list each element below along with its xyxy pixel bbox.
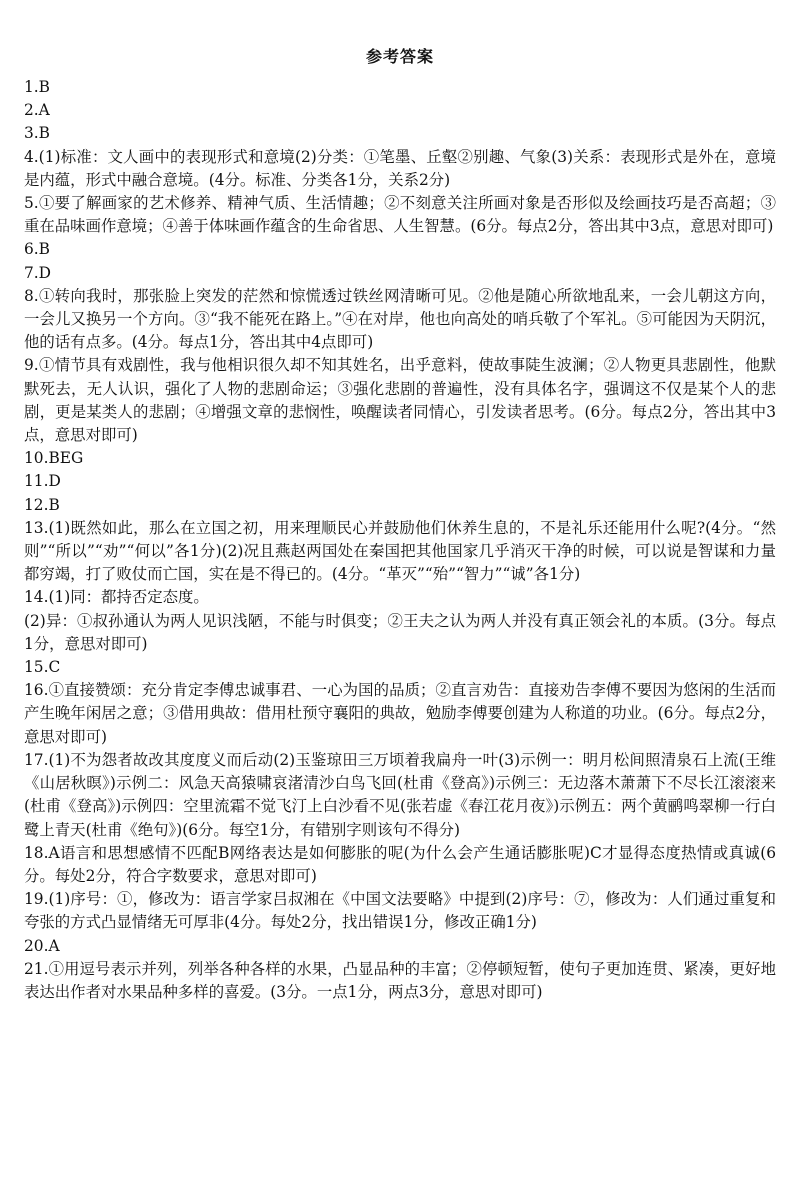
answer-item-15: 15.C [24, 658, 61, 677]
answer-item-18: 18.A语言和思想感情不匹配B网络表达是如何膨胀的呢(为什么会产生通话膨胀呢)C才显得态度热情或真诚(6分。每处2分，符合字数要求，意思对即可) [24, 843, 776, 885]
answer-item-9: 9.①情节具有戏剧性，我与他相识很久却不知其姓名，出乎意料，使故事陡生波澜；②人物更具悲剧性，他默默死去，无人认识，强化了人物的悲剧命运；③强化悲剧的普遍性，没有具体名字，强调这不仅是某个人的悲剧，更是某类人的悲剧；④增强文章的悲悯性，唤醒读者同情心，引发读者思考。(6分。每点2分，答出其中3点，意思对即可) [24, 356, 776, 445]
answer-item-3: 3.B [24, 124, 50, 143]
answer-item-11: 11.D [24, 472, 61, 491]
answer-item-21: 21.①用逗号表示并列，列举各种各样的水果，凸显品种的丰富；②停顿短暂，使句子更加连贯、紧凑，更好地表达出作者对水果品种多样的喜爱。(3分。一点1分，两点3分，意思对即可) [24, 959, 776, 1001]
answer-item-14-part1: 14.(1)同：都持否定态度。 [24, 588, 209, 607]
answer-item-2: 2.A [24, 101, 50, 120]
answer-list [24, 76, 776, 1004]
answer-item-19: 19.(1)序号：①，修改为：语言学家吕叔湘在《中国文法要略》中提到(2)序号：⑦，修改为：人们通过重复和夸张的方式凸显情绪无可厚非(4分。每处2分，找出错误1分，修改正确1分) [24, 890, 776, 932]
answer-item-10: 10.BEG [24, 449, 84, 468]
answer-item-6: 6.B [24, 240, 50, 259]
page-title: 参考答案 [365, 47, 434, 66]
answer-item-7: 7.D [24, 263, 52, 282]
answer-item-12: 12.B [24, 495, 60, 514]
answer-item-16: 16.①直接赞颂：充分肯定李傅忠诚事君、一心为国的品质；②直言劝告：直接劝告李傅不要因为悠闲的生活而产生晚年闲居之意；③借用典故：借用杜预守襄阳的典故，勉励李傅要创建为人称道的功业。(6分。每点2分，意思对即可) [24, 681, 776, 746]
answer-item-8: 8.①转向我时，那张脸上突发的茫然和惊慌透过铁丝网清晰可见。②他是随心所欲地乱来，一会儿朝这方向，一会儿又换另一个方向。③“我不能死在路上。”④在对岸，他也向高处的哨兵敬了个军礼。⑤可能因为天阴沉，他的话有点多。(4分。每点1分，答出其中4点即可) [24, 286, 776, 352]
answer-item-20: 20.A [24, 936, 60, 955]
answer-item-14-part2: (2)异：①叔孙通认为两人见识浅陋，不能与时俱变；②王夫之认为两人并没有真正领会礼的本质。(3分。每点1分，意思对即可) [24, 611, 776, 653]
answer-item-1: 1.B [24, 78, 50, 96]
answer-item-5: 5.①要了解画家的艺术修养、精神气质、生活情趣；②不刻意关注所画对象是否形似及绘画技巧是否高超；③重在品味画作意境；④善于体味画作蕴含的生命省思、人生智慧。(6分。每点2分，答出其中3点，意思对即可) [24, 194, 776, 236]
answer-item-4: 4.(1)标准：文人画中的表现形式和意境(2)分类：①笔墨、丘壑②别趣、气象(3)关系：表现形式是外在，意境是内蕴，形式中融合意境。(4分。标准、分类各1分，关系2分) [24, 147, 776, 189]
answer-item-13: 13.(1)既然如此，那么在立国之初，用来理顺民心并鼓励他们休养生息的，不是礼乐还能用什么呢?(4分。“然则”“所以”“劝”“何以”各1分)(2)况且燕赵两国处在秦国把其他国家几乎消灭干净的时候，可以说是智谋和力量都穷竭，打了败仗而亡国，实在是不得已的。(4分。“革灭”“殆”“智力”“诚”各1分) [24, 518, 776, 584]
answer-item-17: 17.(1)不为怨者故改其度度义而后动(2)玉鉴琼田三万顷着我扁舟一叶(3)示例一：明月松间照清泉石上流(王维《山居秋暝》)示例二：风急天高猿啸哀渚清沙白鸟飞回(杜甫《登高》)示例三：无边落木萧萧下不尽长江滚滚来(杜甫《登高》)示例四：空里流霜不觉飞汀上白沙看不见(张若虚《春江花月夜》)示例五：两个黄鹂鸣翠柳一行白鹭上青天(杜甫《绝句》)(6分。每空1分，有错别字则该句不得分) [24, 750, 776, 839]
